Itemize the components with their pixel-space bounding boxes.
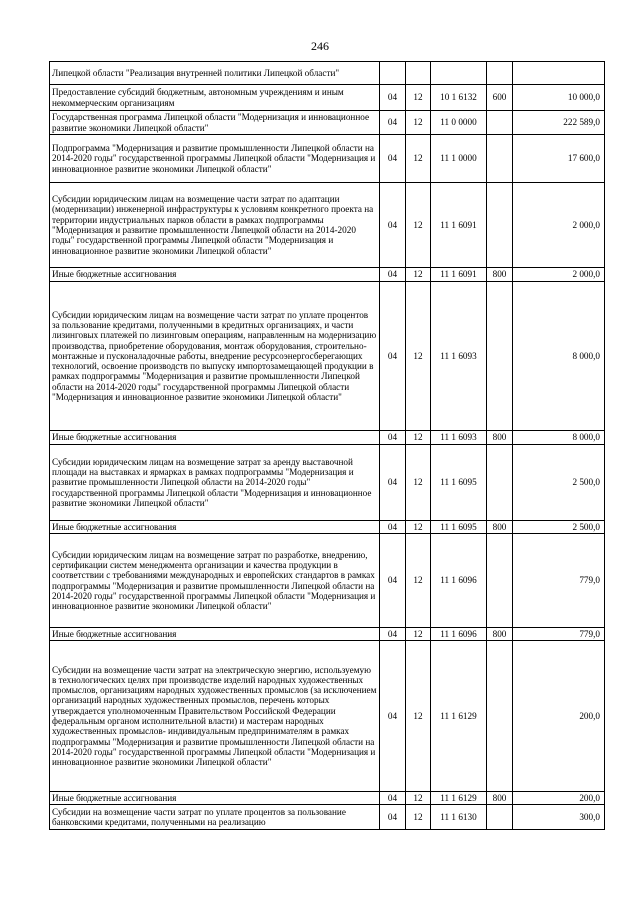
- row-target-article: 11 1 6091: [431, 268, 487, 282]
- row-section-code: 12: [406, 445, 431, 521]
- table-row: [50, 183, 605, 268]
- table-row: [50, 135, 605, 183]
- row-expense-type: [487, 805, 513, 830]
- row-target-article: 11 1 6129: [431, 641, 487, 792]
- row-description: Подпрограмма "Модернизация и развитие промышленности Липецкой области на 2014-2020 годы" государственной программы Липецкой области "Модернизация и инновационное развитие экономики Липецкой области": [50, 135, 380, 183]
- table-row: [50, 268, 605, 282]
- row-ministry-code: 04: [380, 628, 406, 641]
- table-row: [50, 282, 605, 431]
- row-ministry-code: 04: [380, 135, 406, 183]
- row-ministry-code: 04: [380, 534, 406, 628]
- table-row: [50, 628, 605, 641]
- table-row: [50, 792, 605, 805]
- row-target-article: 11 0 0000: [431, 111, 487, 135]
- row-amount: 2 000,0: [513, 268, 605, 282]
- row-ministry-code: 04: [380, 282, 406, 431]
- row-amount: 300,0: [513, 805, 605, 830]
- table-row: [50, 534, 605, 628]
- table-row: [50, 445, 605, 521]
- row-target-article: 11 1 6093: [431, 431, 487, 445]
- row-amount: 200,0: [513, 641, 605, 792]
- row-description: Иные бюджетные ассигнования: [50, 792, 380, 805]
- table-row: [50, 805, 605, 830]
- row-expense-type: [487, 62, 513, 85]
- budget-table-body: [50, 62, 605, 830]
- row-section-code: 12: [406, 641, 431, 792]
- table-row: [50, 641, 605, 792]
- row-ministry-code: 04: [380, 85, 406, 111]
- row-description: Иные бюджетные ассигнования: [50, 268, 380, 282]
- row-description: Иные бюджетные ассигнования: [50, 628, 380, 641]
- row-expense-type: 800: [487, 431, 513, 445]
- row-target-article: 11 1 6093: [431, 282, 487, 431]
- row-description: Субсидии юридическим лицам на возмещение части затрат по адаптации (модернизации) инженерной инфраструктуры к условиям конкретного проекта на территории индустриальных парков области в рамках подпрограммы "Модернизация и развитие промышленности Липецкой области на 2014-2020 годы" государственной программы Липецкой области "Модернизация и инновационное развитие экономики Липецкой области": [50, 183, 380, 268]
- row-expense-type: 800: [487, 268, 513, 282]
- row-section-code: 12: [406, 628, 431, 641]
- row-section-code: 12: [406, 85, 431, 111]
- row-expense-type: [487, 534, 513, 628]
- row-amount: 8 000,0: [513, 282, 605, 431]
- row-amount: 2 000,0: [513, 183, 605, 268]
- row-section-code: 12: [406, 135, 431, 183]
- row-target-article: [431, 62, 487, 85]
- row-section-code: 12: [406, 431, 431, 445]
- row-section-code: 12: [406, 268, 431, 282]
- row-ministry-code: 04: [380, 431, 406, 445]
- row-target-article: 11 1 6129: [431, 792, 487, 805]
- table-row: [50, 521, 605, 534]
- row-ministry-code: 04: [380, 805, 406, 830]
- row-expense-type: [487, 641, 513, 792]
- row-ministry-code: 04: [380, 268, 406, 282]
- row-expense-type: 800: [487, 521, 513, 534]
- row-amount: [513, 62, 605, 85]
- row-expense-type: 600: [487, 85, 513, 111]
- row-description: Субсидии юридическим лицам на возмещение части затрат по уплате процентов за пользование кредитами, полученными в кредитных организациях, и части лизинговых платежей по лизинговым операциям, направленным на модернизацию производства, приобретение оборудования, монтаж оборудования, строительно-монтажные и пусконаладочные работы, внедрение ресурсоэнергосберегающих технологий, освоение производств по выпуску импортозамещающей продукции в рамках подпрограммы "Модернизация и развитие промышленности Липецкой области на 2014-2020 годы" государственной программы Липецкой области "Модернизация и инновационное развитие экономики Липецкой области": [50, 282, 380, 431]
- row-target-article: 11 1 0000: [431, 135, 487, 183]
- row-section-code: 12: [406, 534, 431, 628]
- table-row: [50, 85, 605, 111]
- row-description: Предоставление субсидий бюджетным, автономным учреждениям и иным некоммерческим организациям: [50, 85, 380, 111]
- row-target-article: 11 1 6096: [431, 534, 487, 628]
- row-expense-type: [487, 282, 513, 431]
- row-description: Субсидии на возмещение части затрат по уплате процентов за пользование банковскими кредитами, полученными на реализацию: [50, 805, 380, 830]
- row-section-code: 12: [406, 792, 431, 805]
- row-target-article: 11 1 6091: [431, 183, 487, 268]
- table-row: [50, 111, 605, 135]
- row-amount: 10 000,0: [513, 85, 605, 111]
- row-target-article: 11 1 6095: [431, 445, 487, 521]
- row-section-code: 12: [406, 521, 431, 534]
- row-section-code: [406, 62, 431, 85]
- row-expense-type: [487, 135, 513, 183]
- row-section-code: 12: [406, 282, 431, 431]
- row-description: Субсидии юридическим лицам на возмещение затрат за аренду выставочной площади на выставках и ярмарках в рамках подпрограммы "Модернизация и развитие промышленности Липецкой области на 2014-2020 годы" государственной программы Липецкой области "Модернизация и инновационное развитие экономики Липецкой области": [50, 445, 380, 521]
- row-amount: 779,0: [513, 628, 605, 641]
- row-ministry-code: 04: [380, 111, 406, 135]
- row-section-code: 12: [406, 805, 431, 830]
- row-expense-type: [487, 111, 513, 135]
- row-ministry-code: 04: [380, 445, 406, 521]
- row-description: Иные бюджетные ассигнования: [50, 431, 380, 445]
- row-section-code: 12: [406, 183, 431, 268]
- row-expense-type: 800: [487, 792, 513, 805]
- row-section-code: 12: [406, 111, 431, 135]
- table-row: [50, 62, 605, 85]
- row-description: Субсидии на возмещение части затрат на электрическую энергию, используемую в технологических целях при производстве изделий народных художественных промыслов, организациям народных художественных промыслов (за исключением организаций народных художественных промыслов, перечень которых утверждается уполномоченным Правительством Российской Федерации федеральным органом исполнительной власти) и мастерам народных художественных промыслов- индивидуальным предпринимателям в рамках подпрограммы "Модернизация и развитие промышленности Липецкой области на 2014-2020 годы" государственной программы Липецкой области "Модернизация и инновационное развитие экономики Липецкой области": [50, 641, 380, 792]
- row-ministry-code: 04: [380, 183, 406, 268]
- row-description: Государственная программа Липецкой области "Модернизация и инновационное развитие экономики Липецкой области": [50, 111, 380, 135]
- row-amount: 200,0: [513, 792, 605, 805]
- row-target-article: 11 1 6096: [431, 628, 487, 641]
- row-target-article: 11 1 6130: [431, 805, 487, 830]
- page-number: 246: [311, 39, 329, 53]
- row-amount: 222 589,0: [513, 111, 605, 135]
- row-description: Субсидии юридическим лицам на возмещение затрат по разработке, внедрению, сертификации систем менеджмента организации и качества продукции в соответствии с требованиями международных и европейских стандартов в рамках подпрограммы "Модернизация и развитие промышленности Липецкой области на 2014-2020 годы" государственной программы Липецкой области "Модернизация и инновационное развитие экономики Липецкой области": [50, 534, 380, 628]
- row-expense-type: [487, 445, 513, 521]
- row-target-article: 11 1 6095: [431, 521, 487, 534]
- row-amount: 17 600,0: [513, 135, 605, 183]
- table-row: [50, 431, 605, 445]
- row-ministry-code: 04: [380, 792, 406, 805]
- row-description: Иные бюджетные ассигнования: [50, 521, 380, 534]
- row-target-article: 10 1 6132: [431, 85, 487, 111]
- row-ministry-code: [380, 62, 406, 85]
- row-amount: 8 000,0: [513, 431, 605, 445]
- row-amount: 779,0: [513, 534, 605, 628]
- row-expense-type: 800: [487, 628, 513, 641]
- row-ministry-code: 04: [380, 521, 406, 534]
- row-amount: 2 500,0: [513, 445, 605, 521]
- row-ministry-code: 04: [380, 641, 406, 792]
- row-amount: 2 500,0: [513, 521, 605, 534]
- budget-table: [49, 61, 605, 830]
- row-expense-type: [487, 183, 513, 268]
- row-description: Липецкой области "Реализация внутренней политики Липецкой области": [50, 62, 380, 85]
